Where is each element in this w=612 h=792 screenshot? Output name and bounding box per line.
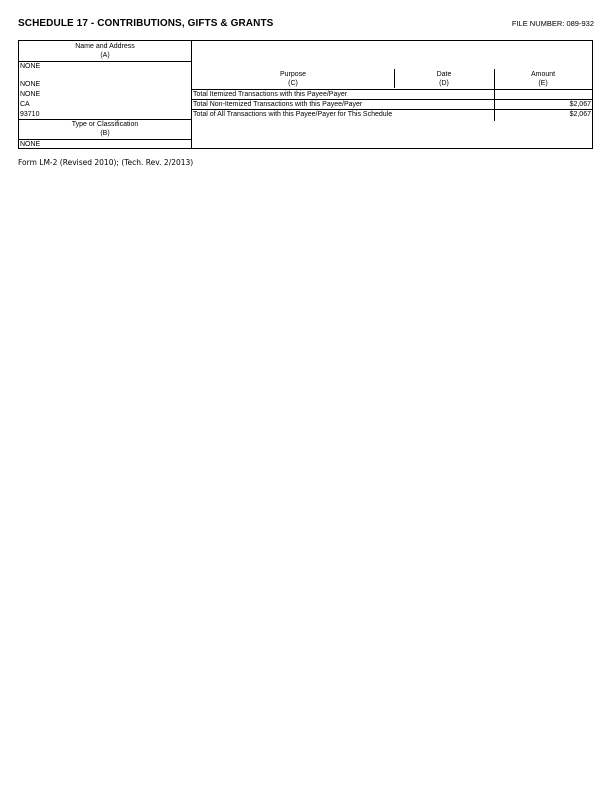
row-non-itemized-amount: $2,067 (569, 101, 591, 108)
row-non-itemized-label: Total Non-Itemized Transactions with this Payee/Payer (193, 101, 363, 108)
purpose-label: Purpose (279, 71, 307, 78)
schedule-form-table (18, 40, 593, 149)
divider (394, 69, 395, 88)
row-itemized-label: Total Itemized Transactions with this Payee/Payer (193, 91, 348, 98)
row-total-label: Total of All Transactions with this Payee/Payer for This Schedule (193, 111, 393, 118)
payee-zip: 93710 (20, 111, 40, 118)
type-label: Type or Classification (71, 121, 139, 128)
payee-address-line2: NONE (20, 91, 41, 98)
form-footer: Form LM-2 (Revised 2010); (Tech. Rev. 2/2013) (18, 158, 194, 167)
name-address-header (19, 42, 191, 60)
amount-code: (E) (538, 80, 548, 87)
date-label: Date (436, 71, 452, 78)
transactions-area (192, 41, 592, 148)
purpose-header (192, 70, 394, 88)
divider (19, 61, 191, 62)
type-classification-header (19, 120, 191, 138)
amount-header (494, 70, 592, 88)
name-address-label: Name and Address (75, 43, 135, 50)
purpose-code: (C) (288, 80, 298, 87)
row-total-amount: $2,067 (569, 111, 591, 118)
payee-name: NONE (20, 63, 41, 70)
date-code: (D) (439, 80, 449, 87)
payee-address-line1: NONE (20, 81, 41, 88)
payee-info-column (19, 41, 192, 148)
payee-state: CA (20, 101, 30, 108)
schedule-title: SCHEDULE 17 - CONTRIBUTIONS, GIFTS & GRANTS (18, 18, 274, 29)
type-code: (B) (100, 130, 110, 137)
file-number: FILE NUMBER: 089-932 (511, 19, 594, 28)
divider (494, 69, 495, 121)
divider (19, 139, 191, 140)
date-header (394, 70, 494, 88)
amount-label: Amount (530, 71, 556, 78)
type-value: NONE (20, 141, 41, 148)
name-address-code: (A) (100, 52, 110, 59)
